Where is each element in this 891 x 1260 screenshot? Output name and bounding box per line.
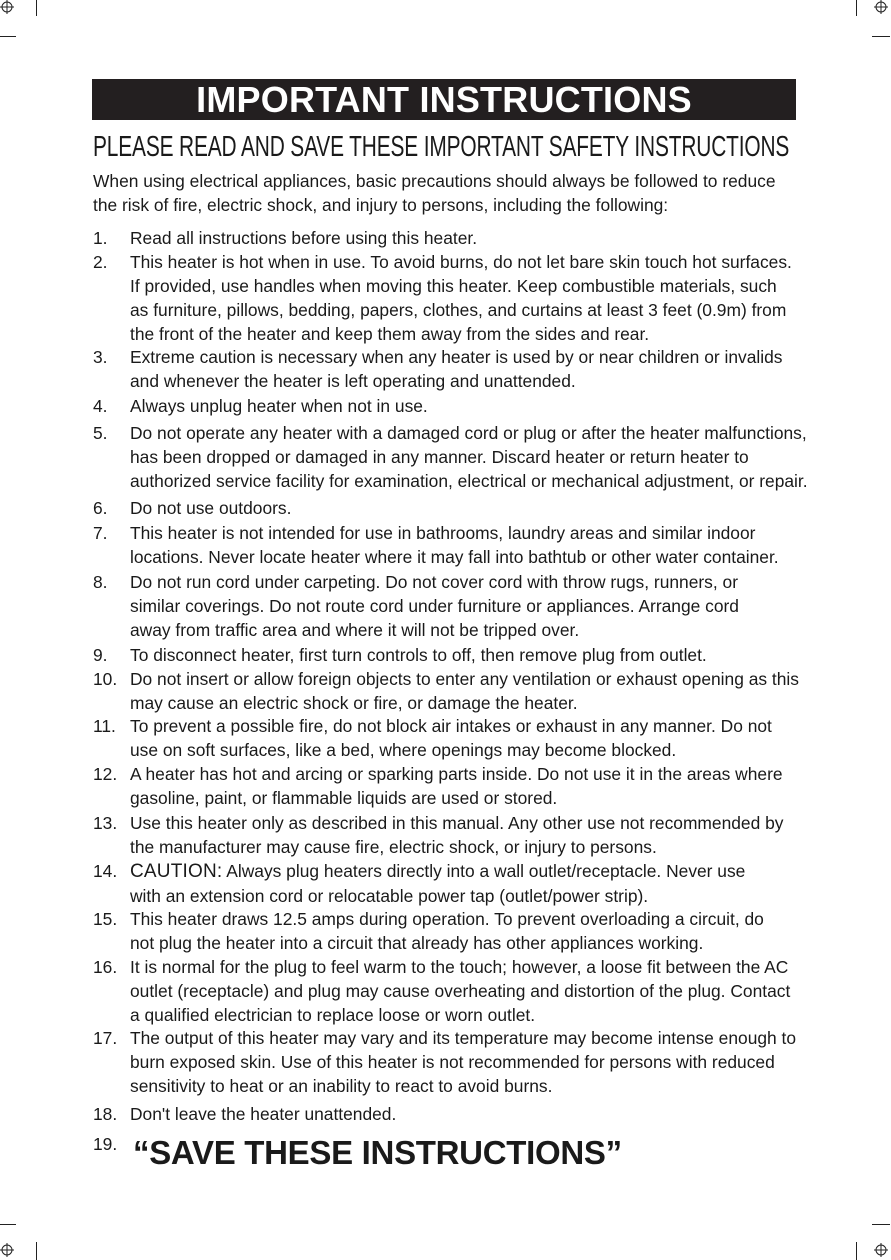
list-item-number: 8. <box>93 572 108 592</box>
list-item-line: The output of this heater may vary and its temperature may become intense enough to <box>130 1028 797 1048</box>
list-item-text <box>130 226 477 250</box>
list-item-text <box>130 714 772 762</box>
list-item-text <box>130 762 783 810</box>
list-item-text <box>130 907 764 955</box>
list-item-line: burn exposed skin. Use of this heater is not recommended for persons with reduced <box>130 1052 775 1072</box>
list-item-number: 3. <box>93 347 108 367</box>
save-instructions-heading: “SAVE THESE INSTRUCTIONS” <box>133 1134 622 1171</box>
list-item-line: authorized service facility for examination, electrical or mechanical adjustment, or repair. <box>130 471 808 491</box>
closing-statement <box>93 1128 813 1178</box>
list-item-number: 7. <box>93 523 108 543</box>
list-item-text <box>130 250 792 346</box>
list-item-number: 9. <box>93 645 108 665</box>
list-item-line: the front of the heater and keep them away from the sides and rear. <box>130 324 650 344</box>
list-item-text <box>130 667 799 715</box>
intro-line: the risk of fire, electric shock, and injury to persons, including the following: <box>93 195 669 215</box>
list-item-text <box>130 345 782 393</box>
list-item-text <box>130 643 707 667</box>
list-item-number: 12. <box>93 764 118 784</box>
list-item-number: 10. <box>93 669 118 689</box>
list-item-number: 14. <box>93 861 118 881</box>
registration-target-icon <box>0 0 14 14</box>
list-item-line: use on soft surfaces, like a bed, where openings may become blocked. <box>130 740 677 760</box>
list-item-line: with an extension cord or relocatable power tap (outlet/power strip). <box>130 886 649 906</box>
list-item-line: Do not run cord under carpeting. Do not cover cord with throw rugs, runners, or <box>130 572 739 592</box>
list-item-text <box>130 955 790 1027</box>
list-item-number: 16. <box>93 957 118 977</box>
list-item-line: may cause an electric shock or fire, or damage the heater. <box>130 693 578 713</box>
list-item-number: 5. <box>93 423 108 443</box>
list-item-line: This heater is not intended for use in bathrooms, laundry areas and similar indoor <box>130 523 756 543</box>
list-item-line: Read all instructions before using this heater. <box>130 228 478 248</box>
list-item-line: locations. Never locate heater where it may fall into bathtub or other water container. <box>130 547 779 567</box>
caution-label: CAUTION: <box>130 861 223 882</box>
list-item-text <box>130 496 291 520</box>
list-item-line: similar coverings. Do not route cord under furniture or appliances. Arrange cord <box>130 596 739 616</box>
list-item-number: 19. <box>93 1134 118 1154</box>
list-item-line: This heater draws 12.5 amps during operation. To prevent overloading a circuit, do <box>130 909 764 929</box>
list-item-line: the manufacturer may cause fire, electric shock, or injury to persons. <box>130 837 657 857</box>
list-item-text <box>130 811 783 859</box>
list-item-text <box>130 570 739 642</box>
page-subtitle: PLEASE READ AND SAVE THESE IMPORTANT SAFETY INSTRUCTIONS <box>93 131 790 163</box>
list-item-text <box>130 521 779 569</box>
list-item-line: To disconnect heater, first turn controls to off, then remove plug from outlet. <box>130 645 707 665</box>
registration-target-icon <box>874 1243 888 1257</box>
list-item-line: Don't leave the heater unattended. <box>130 1104 397 1124</box>
list-item-line: Always unplug heater when not in use. <box>130 396 428 416</box>
registration-target-icon <box>874 0 888 14</box>
list-item-number: 11. <box>93 716 116 736</box>
list-item-line: as furniture, pillows, bedding, papers, clothes, and curtains at least 3 feet (0.9m) from <box>130 300 787 320</box>
list-item-line: This heater is hot when in use. To avoid burns, do not let bare skin touch hot surfaces. <box>130 252 792 272</box>
list-item-number: 13. <box>93 813 118 833</box>
list-item-line: To prevent a possible fire, do not block air intakes or exhaust in any manner. Do not <box>130 716 772 736</box>
page-title-banner: IMPORTANT INSTRUCTIONS <box>92 79 796 120</box>
list-item-line: Extreme caution is necessary when any heater is used by or near children or invalids <box>130 347 783 367</box>
list-item-number: 4. <box>93 396 108 416</box>
caution-text: Always plug heaters directly into a wall outlet/receptacle. Never use <box>226 861 746 881</box>
list-item-text <box>130 394 428 418</box>
list-item-line: not plug the heater into a circuit that already has other appliances working. <box>130 933 704 953</box>
list-item-line: Do not use outdoors. <box>130 498 292 518</box>
list-item-line: A heater has hot and arcing or sparking parts inside. Do not use it in the areas where <box>130 764 783 784</box>
intro-paragraph <box>93 169 813 217</box>
list-item-line: Do not operate any heater with a damaged cord or plug or after the heater malfunctions, <box>130 423 807 443</box>
list-item-line: It is normal for the plug to feel warm to the touch; however, a loose fit between the AC <box>130 957 789 977</box>
list-item-number: 1. <box>93 228 108 248</box>
list-item-text <box>130 421 808 493</box>
list-item-line: away from traffic area and where it will not be tripped over. <box>130 620 580 640</box>
list-item-line <box>130 859 745 884</box>
list-item-text <box>130 1026 796 1098</box>
list-item-number: 17. <box>93 1028 118 1048</box>
list-item-line: sensitivity to heat or an inability to react to avoid burns. <box>130 1076 553 1096</box>
list-item-text <box>130 859 745 908</box>
list-item-number: 15. <box>93 909 118 929</box>
list-item-line: a qualified electrician to replace loose or worn outlet. <box>130 1005 536 1025</box>
list-item-line: Do not insert or allow foreign objects to enter any ventilation or exhaust opening as this <box>130 669 799 689</box>
list-item-line: outlet (receptacle) and plug may cause overheating and distortion of the plug. Contact <box>130 981 791 1001</box>
list-item-number: 6. <box>93 498 108 518</box>
list-item-line: If provided, use handles when moving this heater. Keep combustible materials, such <box>130 276 777 296</box>
list-item-line: Use this heater only as described in this manual. Any other use not recommended by <box>130 813 784 833</box>
list-item-number: 2. <box>93 252 108 272</box>
list-item-text <box>130 1102 396 1126</box>
registration-target-icon <box>0 1243 14 1257</box>
list-item-line: and whenever the heater is left operating and unattended. <box>130 371 576 391</box>
intro-line: When using electrical appliances, basic precautions should always be followed to reduce <box>93 171 776 191</box>
list-item-line: gasoline, paint, or flammable liquids are used or stored. <box>130 788 558 808</box>
list-item-number: 18. <box>93 1104 118 1124</box>
list-item-line: has been dropped or damaged in any manner. Discard heater or return heater to <box>130 447 749 467</box>
